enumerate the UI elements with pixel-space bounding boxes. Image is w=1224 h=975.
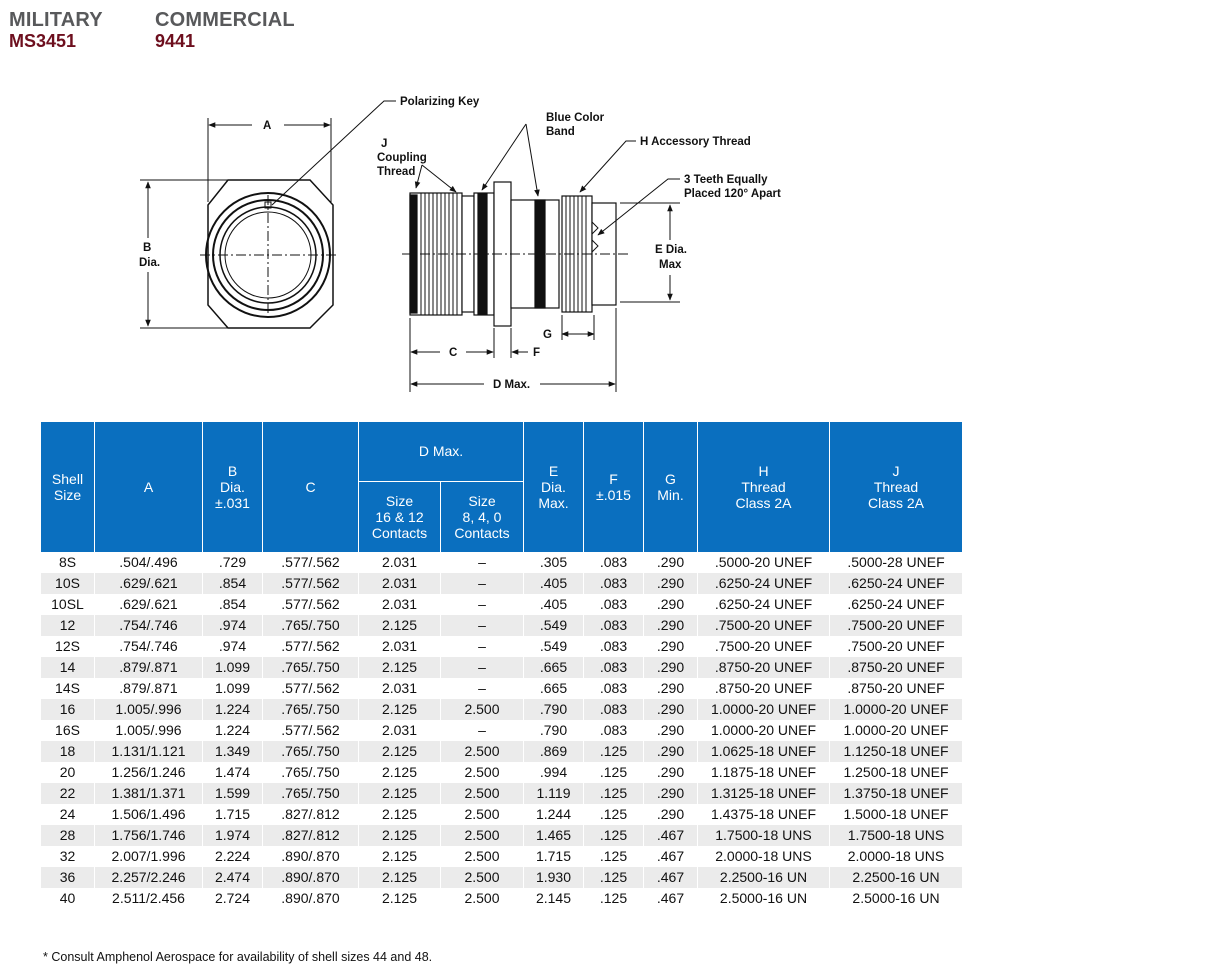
table-row (41, 783, 963, 804)
label-polarizing-key: Polarizing Key (400, 96, 480, 108)
table-row (41, 888, 963, 909)
cell-a: .879/.871 (95, 657, 203, 678)
header-e: E Dia. Max. (524, 422, 584, 552)
cell-c: .577/.562 (263, 552, 359, 573)
leader-blue-1 (482, 124, 526, 190)
cell-g: .290 (644, 573, 698, 594)
cell-f: .083 (584, 573, 644, 594)
cell-c: .577/.562 (263, 573, 359, 594)
cell-h-thread: 1.0625-18 UNEF (698, 741, 830, 762)
cell-a: .754/.746 (95, 615, 203, 636)
cell-a: 1.005/.996 (95, 720, 203, 741)
cell-j-thread: .8750-20 UNEF (830, 678, 963, 699)
cell-j-thread: .6250-24 UNEF (830, 573, 963, 594)
table-row (41, 867, 963, 888)
cell-e: .869 (524, 741, 584, 762)
cell-d-16-12: 2.125 (359, 741, 441, 762)
cell-c: .765/.750 (263, 615, 359, 636)
cell-f: .125 (584, 867, 644, 888)
label-j: J (381, 138, 388, 150)
header-a: A (95, 422, 203, 552)
cell-b: .974 (203, 636, 263, 657)
table-row (41, 594, 963, 615)
cell-e: .549 (524, 615, 584, 636)
table-row (41, 657, 963, 678)
leader-blue-2 (526, 124, 538, 196)
cell-f: .125 (584, 783, 644, 804)
cell-c: .577/.562 (263, 678, 359, 699)
cell-a: 1.131/1.121 (95, 741, 203, 762)
cell-j-thread: 1.0000-20 UNEF (830, 699, 963, 720)
cell-h-thread: .7500-20 UNEF (698, 615, 830, 636)
cell-b: 1.099 (203, 678, 263, 699)
cell-d-16-12: 2.125 (359, 699, 441, 720)
cell-d-16-12: 2.125 (359, 825, 441, 846)
cell-e: 2.145 (524, 888, 584, 909)
cell-b: .729 (203, 552, 263, 573)
cell-j-thread: 2.5000-16 UN (830, 888, 963, 909)
cell-c: .577/.562 (263, 720, 359, 741)
label-h-accessory-thread: H Accessory Thread (640, 136, 751, 148)
cell-d-8-4-0: – (441, 552, 524, 573)
cell-b: .974 (203, 615, 263, 636)
cell-e: .305 (524, 552, 584, 573)
cell-b: 1.474 (203, 762, 263, 783)
military-part-number: MS3451 (9, 31, 77, 51)
cell-g: .467 (644, 825, 698, 846)
cell-h-thread: .6250-24 UNEF (698, 594, 830, 615)
cell-f: .083 (584, 552, 644, 573)
cell-d-16-12: 2.125 (359, 657, 441, 678)
cell-shell: 12 (41, 615, 95, 636)
cell-c: .577/.562 (263, 636, 359, 657)
label-a: A (263, 120, 272, 132)
cell-shell: 14 (41, 657, 95, 678)
cell-d-8-4-0: – (441, 615, 524, 636)
cell-g: .290 (644, 594, 698, 615)
military-label: MILITARY (9, 9, 103, 31)
cell-j-thread: 1.2500-18 UNEF (830, 762, 963, 783)
cell-d-16-12: 2.125 (359, 615, 441, 636)
label-j-coupling: Coupling (377, 152, 427, 164)
footnote: * Consult Amphenol Aerospace for availability of shell sizes 44 and 48. (43, 950, 433, 964)
cell-h-thread: 2.2500-16 UN (698, 867, 830, 888)
cell-f: .083 (584, 678, 644, 699)
cell-g: .290 (644, 804, 698, 825)
cell-g: .290 (644, 783, 698, 804)
cell-f: .083 (584, 720, 644, 741)
cell-a: 1.256/1.246 (95, 762, 203, 783)
cell-a: .629/.621 (95, 594, 203, 615)
table-row (41, 636, 963, 657)
cell-d-8-4-0: 2.500 (441, 888, 524, 909)
cell-e: .549 (524, 636, 584, 657)
cell-g: .290 (644, 636, 698, 657)
cell-f: .125 (584, 825, 644, 846)
cell-d-8-4-0: 2.500 (441, 741, 524, 762)
cell-j-thread: 1.3750-18 UNEF (830, 783, 963, 804)
header-b: B Dia. ±.031 (203, 422, 263, 552)
label-teeth-1: 3 Teeth Equally (684, 174, 768, 186)
cell-e: .665 (524, 657, 584, 678)
cell-a: .504/.496 (95, 552, 203, 573)
cell-h-thread: 2.5000-16 UN (698, 888, 830, 909)
cell-j-thread: .8750-20 UNEF (830, 657, 963, 678)
cell-a: 2.511/2.456 (95, 888, 203, 909)
cell-a: 1.506/1.496 (95, 804, 203, 825)
label-f: F (533, 347, 541, 359)
cell-b: .854 (203, 573, 263, 594)
cell-d-8-4-0: 2.500 (441, 804, 524, 825)
cell-h-thread: .5000-20 UNEF (698, 552, 830, 573)
cell-h-thread: 1.4375-18 UNEF (698, 804, 830, 825)
cell-h-thread: 1.0000-20 UNEF (698, 720, 830, 741)
cell-e: .994 (524, 762, 584, 783)
label-g: G (543, 329, 552, 341)
cell-a: 2.007/1.996 (95, 846, 203, 867)
label-d-max: D Max. (493, 379, 531, 391)
cell-shell: 40 (41, 888, 95, 909)
cell-b: 1.349 (203, 741, 263, 762)
cell-shell: 8S (41, 552, 95, 573)
cell-shell: 16S (41, 720, 95, 741)
cell-shell: 16 (41, 699, 95, 720)
cell-shell: 12S (41, 636, 95, 657)
cell-f: .083 (584, 636, 644, 657)
table-row (41, 699, 963, 720)
header-c: C (263, 422, 359, 552)
cell-b: 2.474 (203, 867, 263, 888)
header-g: G Min. (644, 422, 698, 552)
cell-e: 1.715 (524, 846, 584, 867)
cell-b: .854 (203, 594, 263, 615)
cell-c: .765/.750 (263, 699, 359, 720)
table-row (41, 720, 963, 741)
cell-e: .790 (524, 699, 584, 720)
cell-e: .405 (524, 594, 584, 615)
cell-g: .467 (644, 888, 698, 909)
table-row (41, 573, 963, 594)
cell-d-16-12: 2.031 (359, 552, 441, 573)
table-row (41, 804, 963, 825)
cell-h-thread: 1.3125-18 UNEF (698, 783, 830, 804)
cell-d-16-12: 2.125 (359, 783, 441, 804)
cell-shell: 14S (41, 678, 95, 699)
cell-f: .083 (584, 615, 644, 636)
cell-g: .290 (644, 741, 698, 762)
cell-d-16-12: 2.031 (359, 636, 441, 657)
cell-a: 1.756/1.746 (95, 825, 203, 846)
leader-j (416, 165, 422, 188)
cell-d-16-12: 2.125 (359, 888, 441, 909)
cell-g: .467 (644, 846, 698, 867)
cell-e: 1.119 (524, 783, 584, 804)
cell-a: .754/.746 (95, 636, 203, 657)
cell-e: 1.244 (524, 804, 584, 825)
cell-b: 1.974 (203, 825, 263, 846)
dimensions-table (40, 422, 963, 909)
table-row (41, 846, 963, 867)
cell-d-16-12: 2.125 (359, 867, 441, 888)
cell-f: .083 (584, 699, 644, 720)
cell-j-thread: 1.0000-20 UNEF (830, 720, 963, 741)
cell-b: 2.724 (203, 888, 263, 909)
cell-e: 1.465 (524, 825, 584, 846)
cell-c: .765/.750 (263, 741, 359, 762)
cell-a: .629/.621 (95, 573, 203, 594)
cell-h-thread: .8750-20 UNEF (698, 657, 830, 678)
label-j-thread: Thread (377, 166, 416, 178)
cell-j-thread: .7500-20 UNEF (830, 615, 963, 636)
cell-h-thread: 1.7500-18 UNS (698, 825, 830, 846)
label-e-dia: E Dia. (655, 244, 687, 256)
cell-h-thread: .8750-20 UNEF (698, 678, 830, 699)
label-c: C (449, 347, 458, 359)
cell-g: .290 (644, 657, 698, 678)
cell-e: .665 (524, 678, 584, 699)
cell-j-thread: .5000-28 UNEF (830, 552, 963, 573)
cell-d-16-12: 2.031 (359, 720, 441, 741)
header-d-8-4-0: Size 8, 4, 0 Contacts (441, 481, 524, 552)
cell-g: .290 (644, 762, 698, 783)
cell-d-8-4-0: – (441, 678, 524, 699)
cell-shell: 18 (41, 741, 95, 762)
cell-d-8-4-0: – (441, 636, 524, 657)
header-j: J Thread Class 2A (830, 422, 963, 552)
table-row (41, 825, 963, 846)
cell-f: .083 (584, 594, 644, 615)
cell-d-16-12: 2.125 (359, 846, 441, 867)
cell-b: 1.224 (203, 720, 263, 741)
front-view (140, 101, 396, 328)
cell-shell: 22 (41, 783, 95, 804)
label-b: B (143, 242, 152, 254)
cell-d-8-4-0: – (441, 720, 524, 741)
cell-g: .290 (644, 552, 698, 573)
cell-g: .290 (644, 615, 698, 636)
label-blue-color: Blue Color (546, 112, 605, 124)
commercial-part-number: 9441 (155, 31, 196, 51)
header-shell-size: Shell Size (41, 422, 95, 552)
commercial-label: COMMERCIAL (155, 9, 295, 31)
cell-d-8-4-0: – (441, 573, 524, 594)
cell-c: .765/.750 (263, 762, 359, 783)
cell-g: .290 (644, 699, 698, 720)
cell-d-8-4-0: 2.500 (441, 867, 524, 888)
cell-a: 1.381/1.371 (95, 783, 203, 804)
cell-d-8-4-0: 2.500 (441, 846, 524, 867)
cell-d-16-12: 2.125 (359, 762, 441, 783)
cell-j-thread: 1.1250-18 UNEF (830, 741, 963, 762)
cell-c: .890/.870 (263, 888, 359, 909)
cell-shell: 20 (41, 762, 95, 783)
cell-shell: 10SL (41, 594, 95, 615)
leader-j2 (422, 165, 456, 192)
coupling-nut (410, 193, 462, 315)
cell-b: 1.099 (203, 657, 263, 678)
cell-e: 1.930 (524, 867, 584, 888)
cell-c: .827/.812 (263, 825, 359, 846)
cell-b: 2.224 (203, 846, 263, 867)
cell-f: .125 (584, 741, 644, 762)
cell-h-thread: 2.0000-18 UNS (698, 846, 830, 867)
table-row (41, 741, 963, 762)
cell-shell: 10S (41, 573, 95, 594)
cell-j-thread: .7500-20 UNEF (830, 636, 963, 657)
cell-f: .125 (584, 846, 644, 867)
cell-d-8-4-0: – (441, 657, 524, 678)
cell-c: .765/.750 (263, 783, 359, 804)
table-body (41, 552, 963, 909)
cell-j-thread: 1.7500-18 UNS (830, 825, 963, 846)
cell-shell: 28 (41, 825, 95, 846)
table-row (41, 615, 963, 636)
cell-a: .879/.871 (95, 678, 203, 699)
cell-c: .890/.870 (263, 846, 359, 867)
table-row (41, 762, 963, 783)
cell-d-8-4-0: – (441, 594, 524, 615)
label-b-dia: Dia. (139, 257, 161, 269)
cell-shell: 24 (41, 804, 95, 825)
header-d-max: D Max. (359, 422, 524, 481)
cell-e: .790 (524, 720, 584, 741)
cell-e: .405 (524, 573, 584, 594)
cell-d-8-4-0: 2.500 (441, 762, 524, 783)
cell-c: .890/.870 (263, 867, 359, 888)
cell-j-thread: 2.2500-16 UN (830, 867, 963, 888)
label-band: Band (546, 126, 575, 138)
cell-d-8-4-0: 2.500 (441, 825, 524, 846)
cell-c: .577/.562 (263, 594, 359, 615)
header-d-16-12: Size 16 & 12 Contacts (359, 481, 441, 552)
cell-b: 1.599 (203, 783, 263, 804)
table-row (41, 552, 963, 573)
label-teeth-2: Placed 120° Apart (684, 188, 781, 200)
cell-g: .290 (644, 720, 698, 741)
header-f: F ±.015 (584, 422, 644, 552)
cell-h-thread: 1.0000-20 UNEF (698, 699, 830, 720)
cell-c: .827/.812 (263, 804, 359, 825)
cell-f: .125 (584, 888, 644, 909)
cell-d-16-12: 2.031 (359, 678, 441, 699)
leader-h (580, 141, 636, 192)
cell-d-16-12: 2.031 (359, 573, 441, 594)
cell-j-thread: .6250-24 UNEF (830, 594, 963, 615)
cell-shell: 32 (41, 846, 95, 867)
cell-d-16-12: 2.125 (359, 804, 441, 825)
cell-h-thread: .7500-20 UNEF (698, 636, 830, 657)
cell-f: .083 (584, 657, 644, 678)
connector-drawing (0, 0, 1224, 420)
cell-a: 2.257/2.246 (95, 867, 203, 888)
side-view (402, 124, 680, 392)
cell-h-thread: 1.1875-18 UNEF (698, 762, 830, 783)
header-h: H Thread Class 2A (698, 422, 830, 552)
cell-j-thread: 2.0000-18 UNS (830, 846, 963, 867)
cell-f: .125 (584, 762, 644, 783)
cell-f: .125 (584, 804, 644, 825)
table-row (41, 678, 963, 699)
cell-shell: 36 (41, 867, 95, 888)
cell-b: 1.224 (203, 699, 263, 720)
cell-j-thread: 1.5000-18 UNEF (830, 804, 963, 825)
cell-h-thread: .6250-24 UNEF (698, 573, 830, 594)
cell-d-16-12: 2.031 (359, 594, 441, 615)
cell-d-8-4-0: 2.500 (441, 783, 524, 804)
cell-a: 1.005/.996 (95, 699, 203, 720)
cell-b: 1.715 (203, 804, 263, 825)
cell-d-8-4-0: 2.500 (441, 699, 524, 720)
cell-g: .290 (644, 678, 698, 699)
cell-g: .467 (644, 867, 698, 888)
cell-c: .765/.750 (263, 657, 359, 678)
label-e-max: Max (659, 259, 682, 271)
